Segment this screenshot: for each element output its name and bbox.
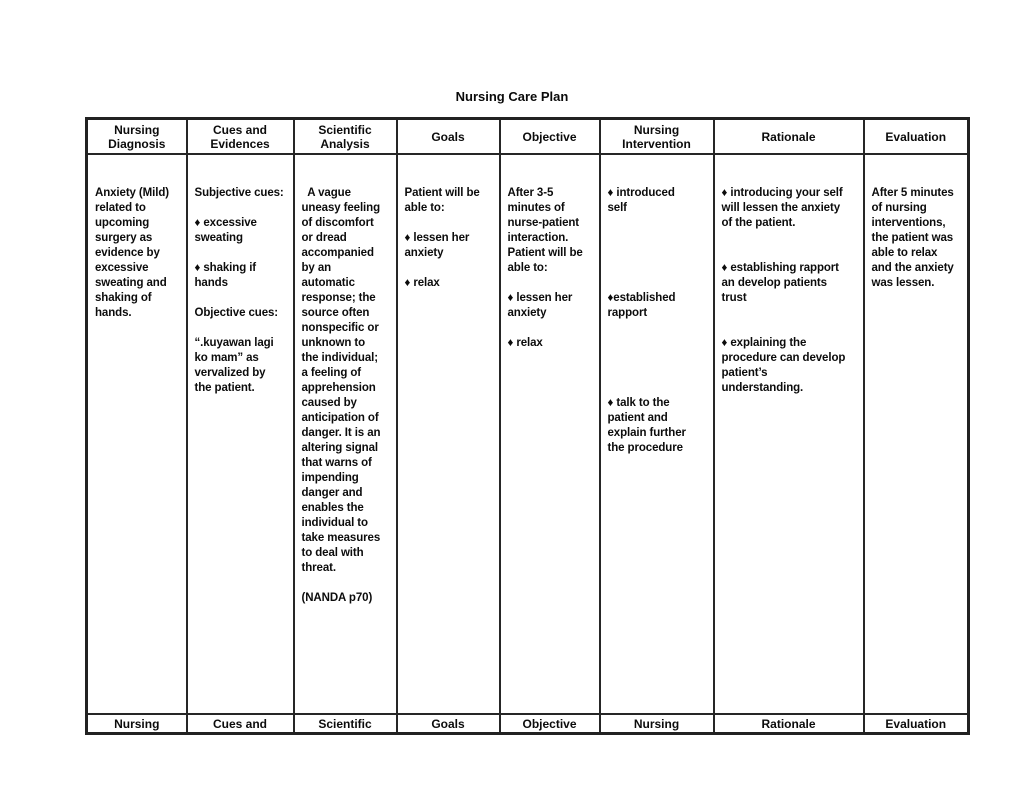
text-line: understanding. (721, 382, 804, 394)
text-line: interventions, (871, 217, 946, 229)
text-line: ♦ excessive (194, 217, 257, 229)
text-line: ♦ introduced (607, 187, 675, 199)
header-evaluation (864, 119, 969, 155)
text-line: “.kuyawan lagi (194, 337, 274, 349)
text-line: individual to (301, 517, 368, 529)
cell-nursing-intervention (600, 154, 714, 714)
table-header-row (87, 119, 969, 155)
text-line: to deal with (301, 547, 364, 559)
text-line: was lessen. (871, 277, 935, 289)
blank-line (195, 201, 289, 216)
header-line: Objective (522, 129, 577, 144)
text-line: explain further (607, 427, 686, 439)
text-line: the procedure (607, 442, 683, 454)
text-line: related to (95, 202, 146, 214)
header-line: Evidences (210, 136, 270, 151)
text-line: nurse-patient (507, 217, 580, 229)
footer-nursing-diagnosis: Nursing (87, 714, 187, 734)
blank-line (302, 576, 392, 591)
text-line: ♦ talk to the (607, 397, 670, 409)
text-line: of the patient. (721, 217, 796, 229)
blank-line (722, 246, 859, 261)
text-line: unknown to (301, 337, 366, 349)
text-line: anxiety (404, 247, 444, 259)
text-line: impending (301, 472, 359, 484)
blank-line (608, 261, 709, 276)
text-line: will lessen the anxiety (721, 202, 841, 214)
footer-cues-and-evidences: Cues and (187, 714, 294, 734)
text-line: caused by (301, 397, 357, 409)
footer-scientific-analysis: Scientific (294, 714, 397, 734)
text-line: Objective cues: (194, 307, 279, 319)
cell-evaluation (864, 154, 969, 714)
cell-scientific-analysis (294, 154, 397, 714)
blank-line (195, 291, 289, 306)
header-line: Rationale (761, 129, 816, 144)
text-line: an develop patients (721, 277, 827, 289)
text-line: Subjective cues: (194, 187, 284, 199)
text-line: the individual; (301, 352, 378, 364)
blank-line (722, 321, 859, 336)
text-line: nonspecific or (301, 322, 379, 334)
text-line: or dread (301, 232, 347, 244)
text-line: procedure can develop (721, 352, 846, 364)
text-line: Patient will be (507, 247, 583, 259)
text-line: (NANDA p70) (301, 592, 373, 604)
text-line: anticipation of (301, 412, 379, 424)
header-line: Evaluation (885, 129, 947, 144)
text-line: Anxiety (Mild) (95, 187, 169, 199)
footer-goals: Goals (397, 714, 500, 734)
text-line: ♦ relax (404, 277, 440, 289)
text-line: ♦ relax (507, 337, 543, 349)
blank-line (608, 336, 709, 351)
cell-rationale (714, 154, 864, 714)
text-line: ♦ shaking if (194, 262, 257, 274)
text-line: the patient was (871, 232, 954, 244)
cell-cues-and-evidences (187, 154, 294, 714)
text-line: by an (301, 262, 332, 274)
text-line: Patient will be (404, 187, 480, 199)
header-nursing-intervention (600, 119, 714, 155)
footer-rationale: Rationale (714, 714, 864, 734)
cell-goals (397, 154, 500, 714)
text-line: trust (721, 292, 747, 304)
blank-line (508, 276, 595, 291)
text-line: a feeling of (301, 367, 362, 379)
text-line: After 5 minutes (871, 187, 954, 199)
text-line: surgery as (95, 232, 153, 244)
text-line: that warns of (301, 457, 372, 469)
cell-nursing-diagnosis (87, 154, 187, 714)
text-line: ♦established (607, 292, 676, 304)
text-line: sweating and (95, 277, 167, 289)
text-line: automatic (301, 277, 355, 289)
header-line: Nursing (633, 122, 680, 137)
text-line: apprehension (301, 382, 376, 394)
header-goals (397, 119, 500, 155)
text-line: able to relax (871, 247, 938, 259)
blank-line (508, 321, 595, 336)
blank-line (405, 216, 495, 231)
blank-line (195, 321, 289, 336)
text-line: excessive (95, 262, 149, 274)
nursing-care-plan-table (85, 117, 970, 735)
text-line: and the anxiety (871, 262, 954, 274)
blank-line (405, 261, 495, 276)
header-line: Intervention (622, 136, 691, 151)
table-footer-row (87, 714, 969, 734)
text-line: danger. It is an (301, 427, 381, 439)
header-cues-and-evidences (187, 119, 294, 155)
text-line: the patient. (194, 382, 255, 394)
blank-line (195, 246, 289, 261)
header-line: Goals (431, 129, 465, 144)
header-scientific-analysis (294, 119, 397, 155)
header-line: Diagnosis (108, 136, 166, 151)
text-line: response; the (301, 292, 376, 304)
text-line: minutes of (507, 202, 565, 214)
text-line: shaking of (95, 292, 152, 304)
text-line: ♦ lessen her (404, 232, 470, 244)
text-line: interaction. (507, 232, 569, 244)
text-line: upcoming (95, 217, 150, 229)
text-line: ko mam” as (194, 352, 259, 364)
text-line: hands (194, 277, 228, 289)
text-line: altering signal (301, 442, 378, 454)
header-nursing-diagnosis (87, 119, 187, 155)
text-line: take measures (301, 532, 381, 544)
header-line: Scientific (318, 122, 372, 137)
text-line: source often (301, 307, 370, 319)
cell-objective (500, 154, 600, 714)
text-line: ♦ establishing rapport (721, 262, 839, 274)
footer-objective: Objective (500, 714, 600, 734)
text-line: ♦ lessen her (507, 292, 573, 304)
header-line: Nursing (114, 122, 160, 137)
text-line: of discomfort (301, 217, 374, 229)
text-line: patient and (607, 412, 668, 424)
text-line: of nursing (871, 202, 927, 214)
text-line: threat. (301, 562, 336, 574)
blank-line (722, 306, 859, 321)
text-line: able to: (404, 202, 445, 214)
text-line: patient’s (721, 367, 768, 379)
text-line: enables the (301, 502, 364, 514)
text-line: rapport (607, 307, 648, 319)
blank-line (608, 276, 709, 291)
text-line: ♦ explaining the (721, 337, 807, 349)
text-line: accompanied (301, 247, 374, 259)
blank-line (608, 246, 709, 261)
blank-line (608, 231, 709, 246)
text-line: self (607, 202, 627, 214)
blank-line (722, 231, 859, 246)
text-line: able to: (507, 262, 548, 274)
footer-nursing-intervention: Nursing (600, 714, 714, 734)
text-line: hands. (95, 307, 132, 319)
blank-line (608, 381, 709, 396)
header-rationale (714, 119, 864, 155)
text-line: ♦ introducing your self (721, 187, 843, 199)
blank-line (608, 216, 709, 231)
text-line: sweating (194, 232, 243, 244)
text-line: A vague (301, 187, 351, 199)
table-body-row (87, 154, 969, 714)
header-line: Analysis (320, 136, 370, 151)
text-line: danger and (301, 487, 363, 499)
text-line: vervalized by (194, 367, 266, 379)
text-line: evidence by (95, 247, 160, 259)
text-line: After 3-5 (507, 187, 554, 199)
blank-line (608, 321, 709, 336)
document-title: Nursing Care Plan (455, 89, 569, 104)
text-line: uneasy feeling (301, 202, 380, 214)
header-objective (500, 119, 600, 155)
header-line: Cues and (212, 122, 267, 137)
blank-line (608, 351, 709, 366)
blank-line (608, 366, 709, 381)
text-line: anxiety (507, 307, 547, 319)
footer-evaluation: Evaluation (864, 714, 969, 734)
